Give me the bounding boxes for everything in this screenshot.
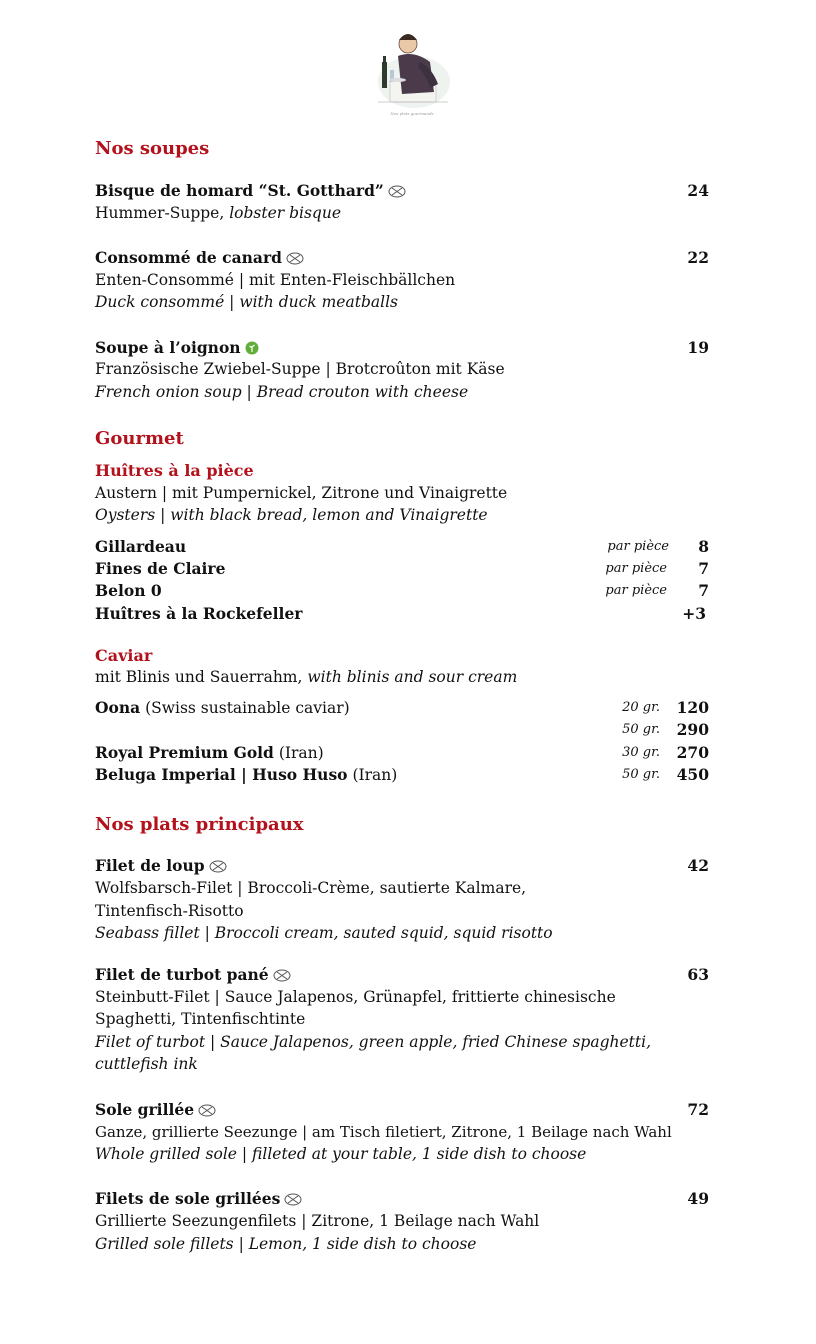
menu-item-price: 63 — [687, 965, 709, 984]
caviar-item-name: Oona (Swiss sustainable caviar) — [95, 698, 350, 717]
subsection-title-oysters: Huîtres à la pièce — [95, 461, 254, 480]
section-title-mains: Nos plats principaux — [95, 814, 304, 835]
caviar-item-unit: 20 gr. — [622, 700, 660, 715]
fish-icon — [209, 860, 227, 873]
menu-item-price: 24 — [687, 181, 709, 200]
menu-item-description-en: Duck consommé | with duck meatballs — [95, 293, 398, 311]
subsection-title-caviar: Caviar — [95, 646, 153, 665]
menu-item-description-de: Enten-Consommé | mit Enten-Fleischbällchen — [95, 271, 456, 289]
menu-item-description-de: Grillierte Seezungenfilets | Zitrone, 1 Beilage nach Wahl — [95, 1212, 540, 1230]
oyster-item-price: 8 — [698, 537, 709, 556]
menu-item-name: Filet de loup — [95, 856, 227, 875]
oyster-item-name: Huîtres à la Rockefeller — [95, 604, 303, 623]
oyster-item-name: Fines de Claire — [95, 559, 226, 578]
oyster-item-price: 7 — [698, 559, 709, 578]
caviar-description: mit Blinis und Sauerrahm, with blinis and sour cream — [95, 668, 518, 686]
oyster-item-unit: par pièce — [605, 583, 667, 598]
menu-item-description-en: Seabass fillet | Broccoli cream, sauted squid, squid risotto — [95, 924, 553, 942]
gourmet-illustration-logo — [368, 22, 456, 120]
oyster-item-name: Gillardeau — [95, 537, 187, 556]
logo-caption: Nos plats gourmands — [390, 111, 434, 116]
caviar-item-name: Royal Premium Gold (Iran) — [95, 743, 324, 762]
menu-item-price: 49 — [687, 1189, 709, 1208]
oyster-item-unit: par pièce — [605, 561, 667, 576]
fish-icon — [388, 185, 406, 198]
menu-item-description-de: Wolfsbarsch-Filet | Broccoli-Crème, sautierte Kalmare, — [95, 879, 527, 897]
menu-item-name: Bisque de homard “St. Gotthard” — [95, 181, 406, 200]
oyster-item-price: +3 — [682, 604, 706, 623]
fish-icon — [273, 969, 291, 982]
section-title-gourmet: Gourmet — [95, 428, 184, 449]
menu-item-description-en: Whole grilled sole | filleted at your table, 1 side dish to choose — [95, 1145, 587, 1163]
caviar-item-unit: 50 gr. — [622, 722, 660, 737]
caviar-item-price: 120 — [676, 698, 709, 717]
oysters-description-en: Oysters | with black bread, lemon and Vinaigrette — [95, 506, 488, 524]
menu-item-description-de: Französische Zwiebel-Suppe | Brotcroûton mit Käse — [95, 360, 505, 378]
oyster-item-price: 7 — [698, 581, 709, 600]
fish-icon — [198, 1104, 216, 1117]
caviar-item-price: 450 — [676, 765, 709, 784]
caviar-item-price: 290 — [676, 720, 709, 739]
menu-item-name: Soupe à l’oignon — [95, 338, 259, 357]
menu-item-name: Sole grillée — [95, 1100, 216, 1119]
menu-item-description-de: Steinbutt-Filet | Sauce Jalapenos, Grünapfel, frittierte chinesische — [95, 988, 616, 1006]
menu-item-description-en: Grilled sole fillets | Lemon, 1 side dish to choose — [95, 1235, 477, 1253]
menu-item-description-de: Spaghetti, Tintenfischtinte — [95, 1010, 306, 1028]
menu-item-price: 42 — [687, 856, 709, 875]
oysters-description-de: Austern | mit Pumpernickel, Zitrone und Vinaigrette — [95, 484, 508, 502]
menu-item-name: Consommé de canard — [95, 248, 304, 267]
menu-item-description-en: French onion soup | Bread crouton with cheese — [95, 383, 469, 401]
caviar-item-unit: 30 gr. — [622, 745, 660, 760]
menu-item-price: 22 — [687, 248, 709, 267]
menu-item-price: 72 — [687, 1100, 709, 1119]
oyster-item-unit: par pièce — [607, 539, 669, 554]
menu-item-description-en: cuttlefish ink — [95, 1055, 198, 1073]
menu-item-description: Hummer-Suppe, lobster bisque — [95, 204, 342, 222]
menu-item-name: Filets de sole grillées — [95, 1189, 302, 1208]
caviar-item-price: 270 — [676, 743, 709, 762]
menu-item-price: 19 — [687, 338, 709, 357]
menu-item-description-de: Tintenfisch-Risotto — [95, 902, 244, 920]
section-title-soups: Nos soupes — [95, 138, 210, 159]
menu-item-description-de: Ganze, grillierte Seezunge | am Tisch filetiert, Zitrone, 1 Beilage nach Wahl — [95, 1123, 672, 1141]
oyster-item-name: Belon 0 — [95, 581, 162, 600]
caviar-item-unit: 50 gr. — [622, 767, 660, 782]
fish-icon — [286, 252, 304, 265]
caviar-item-name: Beluga Imperial | Huso Huso (Iran) — [95, 765, 398, 784]
fish-icon — [284, 1193, 302, 1206]
menu-item-name: Filet de turbot pané — [95, 965, 291, 984]
menu-item-description-en: Filet of turbot | Sauce Jalapenos, green apple, fried Chinese spaghetti, — [95, 1033, 651, 1051]
vegetarian-leaf-icon — [245, 341, 259, 355]
